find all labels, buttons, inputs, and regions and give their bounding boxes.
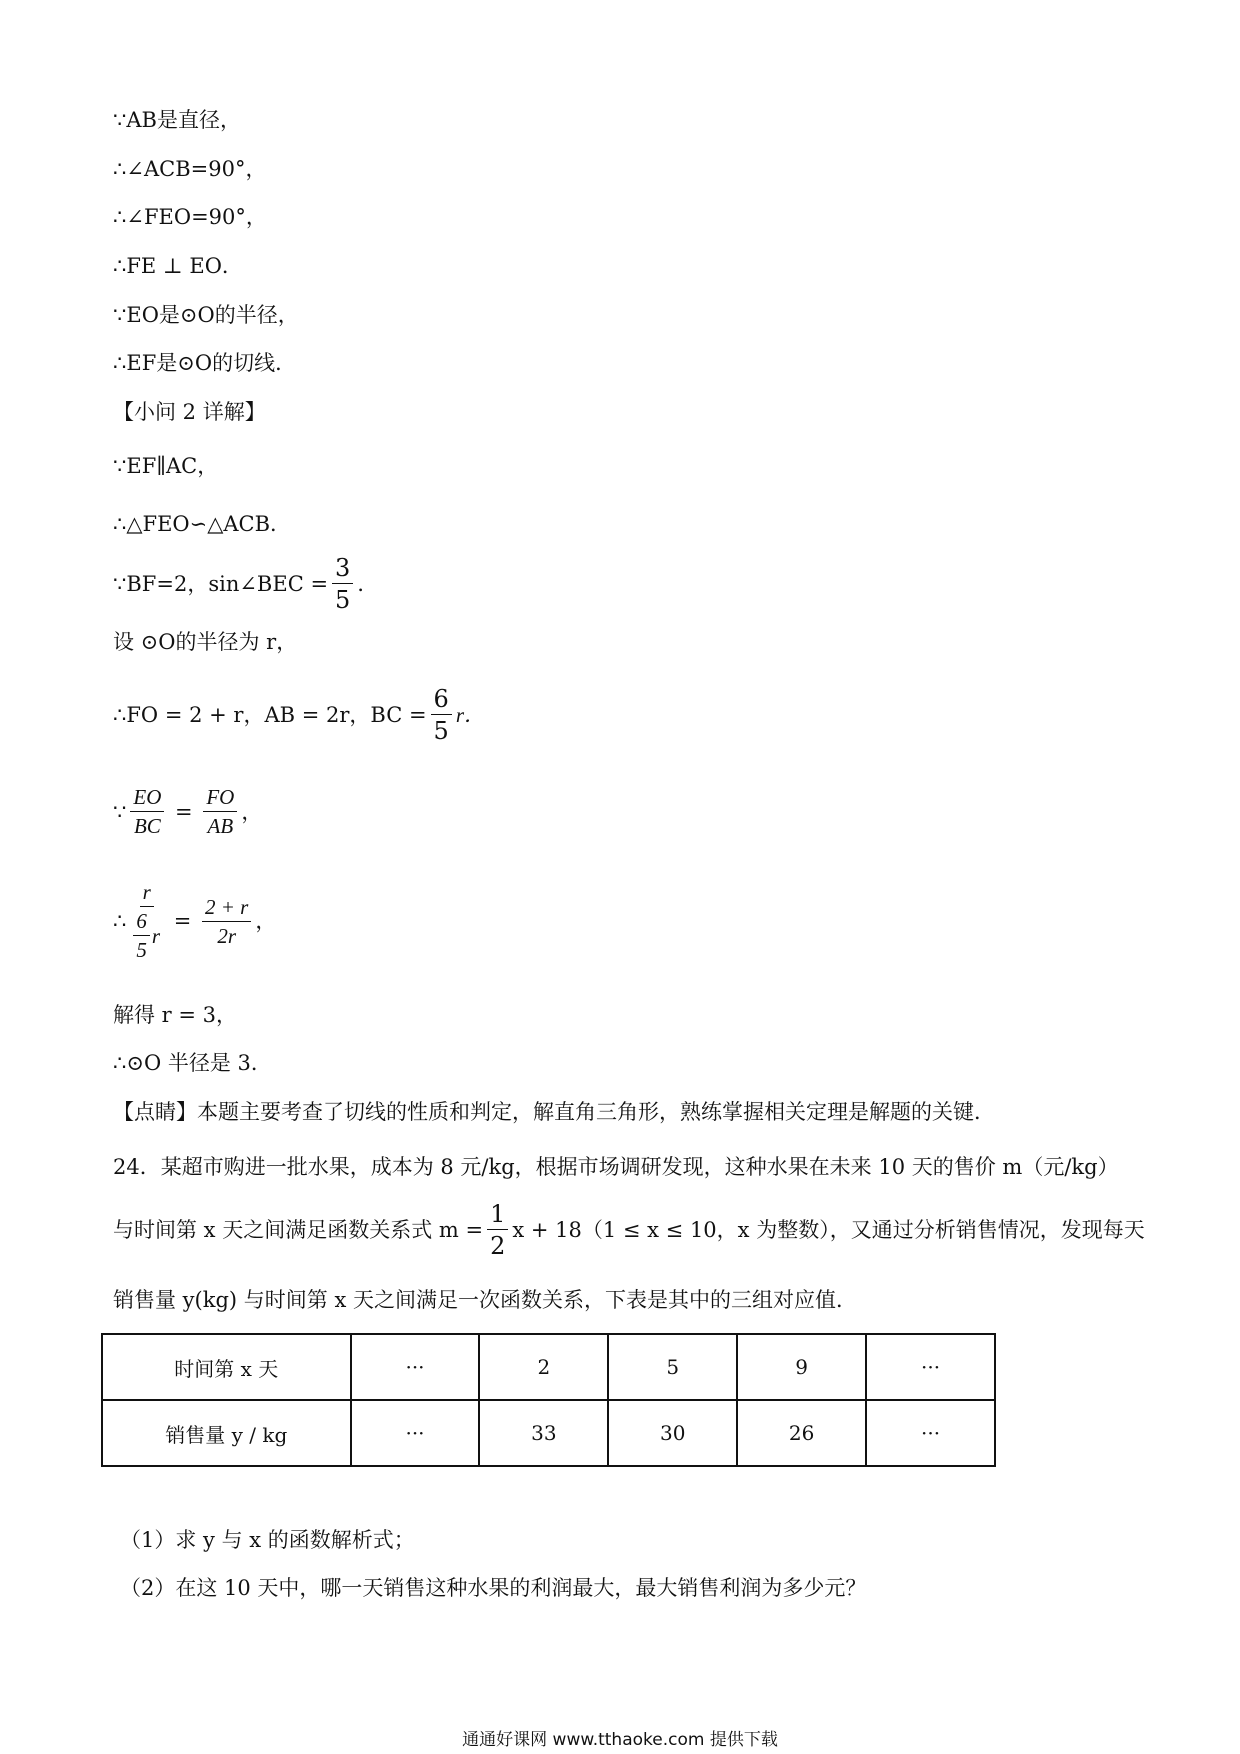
denominator [130,907,163,961]
table-cell: ··· [351,1334,480,1400]
solution-line: ∴FE ⊥ EO． [113,254,243,278]
table-cell: 30 [608,1400,737,1466]
because-symbol: ∵ [113,799,127,824]
numerator: 2 + r [202,897,251,922]
solution-line: ∴EF是⊙O的切线． [113,351,297,375]
table-cell: ··· [866,1400,995,1466]
fraction [487,1202,508,1258]
solution-line: ∴∠ACB=90°， [113,157,267,181]
complex-fraction [130,882,163,961]
solution-line: 设 ⊙O的半径为 r， [113,630,298,654]
comma: ， [241,799,263,824]
text: ∴FO = 2 + r，AB = 2r，BC = [113,702,427,727]
numerator: FO [203,787,237,812]
numerator: 1 [487,1202,508,1230]
denominator: 2r [217,923,237,948]
text: ∵BF=2，sin∠BEC = [113,571,329,596]
table-cell: 9 [737,1334,866,1400]
fraction [332,556,353,612]
solution-line-ratio [113,787,262,837]
comma: ， [255,909,277,933]
denominator: 2 [490,1232,506,1260]
question-line: 销售量 y(kg) 与时间第 x 天之间满足一次函数关系，下表是其中的三组对应值． [113,1288,857,1312]
equals: = [168,799,200,824]
denominator: 5 [433,717,449,745]
question-line-formula [113,1202,1145,1258]
solution-line: 解得 r = 3， [113,1003,238,1027]
page-footer: 通通好课网 www.tthaoke.com 提供下载 [462,1730,778,1750]
variable: r [151,923,161,948]
numerator: EO [130,787,164,812]
solution-line: ∴△FEO∽△ACB． [113,512,292,536]
denominator: BC [133,814,161,838]
solution-line: ∴∠FEO=90°， [113,205,267,229]
table-row [102,1334,995,1400]
comment-line: 【点睛】本题主要考查了切线的性质和判定，解直角三角形，熟练掌握相关定理是解题的关键． [113,1100,995,1124]
fraction [133,911,150,961]
solution-line: ∴⊙O 半径是 3． [113,1051,272,1075]
table-cell: 销售量 y / kg [102,1400,351,1466]
solution-line-sin [113,556,378,612]
table-cell: 5 [608,1334,737,1400]
fraction [431,687,452,743]
fraction [130,787,164,837]
table-cell: 33 [479,1400,608,1466]
text: x + 18（1 ≤ x ≤ 10，x 为整数），又通过分析销售情况，发现每天 [512,1217,1145,1242]
numerator: 6 [133,911,150,936]
fraction [202,894,251,948]
table-cell: 26 [737,1400,866,1466]
table-cell: ··· [351,1400,480,1466]
table-cell: 2 [479,1334,608,1400]
solution-line: ∵AB是直径， [113,108,241,132]
denominator: 5 [335,586,351,614]
numerator: 3 [332,556,353,584]
solution-line: ∵EO是⊙O的半径， [113,303,299,327]
solution-line: ∵EF∥AC， [113,454,219,478]
period: ． [357,571,379,596]
numerator: r [140,882,154,907]
subquestion-heading: 【小问 2 详解】 [113,400,266,424]
text: 与时间第 x 天之间满足函数关系式 m = [113,1217,484,1242]
subquestion: （2）在这 10 天中，哪一天销售这种水果的利润最大，最大销售利润为多少元？ [120,1576,867,1600]
data-table [101,1333,996,1467]
equals: = [167,909,199,933]
numerator: 6 [431,687,452,715]
subquestion: （1）求 y 与 x 的函数解析式； [120,1528,415,1552]
denominator: AB [207,814,234,838]
solution-line-lengths [113,687,485,743]
table-cell: 时间第 x 天 [102,1334,351,1400]
question-line: 24．某超市购进一批水果，成本为 8 元/kg，根据市场调研发现，这种水果在未来 10 天的售价 m（元/kg） [113,1155,1119,1179]
text: r． [455,702,486,727]
therefore-symbol: ∴ [113,909,127,933]
denominator: 5 [136,938,147,962]
table-row [102,1400,995,1466]
fraction [203,787,237,837]
solution-line-equation [113,882,276,961]
table-cell: ··· [866,1334,995,1400]
